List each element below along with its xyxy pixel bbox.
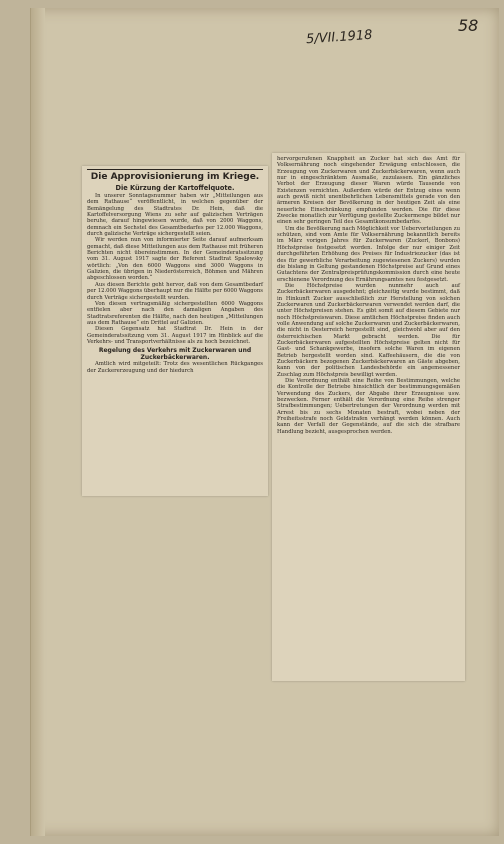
article-paragraph: Die Verordnung enthält eine Reihe von Bestimmungen, welche die Kontrolle der Betriebe hinsichtlich der bestimmungsgemäßen Verwendung des Zuckers, der Abgabe ihrer Erzeugnisse usw. bezwecken. Ferner enthält die Verordnung eine Reihe strenger Strafbestimmungen; Uebertretungen der Verordnung werden mit Arrest bis zu sechs Monaten bestraft, wobei neben der Freiheitsstrafe noch Geldstrafen verhängt werden können. Auch kann der Verfall der Gegenstände, auf die sich die strafbare Handlung bezieht, ausgesprochen werden. xyxy=(277,378,460,435)
article-paragraph: In unserer Sonntagsnummer haben wir „Mitteilungen aus dem Rathause“ veröffentlicht, in welchen gegenüber der Bemängelung des Stadtrates Dr. Hein, daß die Kartoffelversorgung Wiens zu sehr auf galizischen Verträgen beruhe, darauf hingewiesen wurde, daß von 2000 Waggons, demnach ein Sechstel des Gesamtbedarfes per 12.000 Waggons, durch galizische Verträge sichergestellt seien. xyxy=(87,193,263,238)
sheet-binding-edge xyxy=(31,8,45,836)
article-paragraph: hervorgerufenen Knappheit an Zucker hat sich das Amt für Volksernährung noch eingehender Erwägung entschlossen, die Erzeugung von Zuckerwaren und Zuckerbäckerwaren, wenn auch nur in eingeschränktem Ausmaße, zuzulassen. Ein gänzliches Verbot der Erzeugung dieser Waren würde Tausende von Existenzen vernichten. Außerdem würde der Entzug eines wenn auch gewiß nicht unentbehrlichen Lebensmittels gerade von den ärmeren Kreisen der Bevölkerung in der heutigen Zeit als eine neuerliche Einschränkung empfunden werden. Die für diese Zwecke monatlich zur Verfügung gestellte Zuckermenge bildet nur einen sehr geringen Teil des Gesamtkonsumbedarfes. xyxy=(277,156,460,226)
article-paragraph: Die Höchstpreise wurden nunmehr auch auf Zuckerbäckerwaren ausgedehnt; gleichzeitig wurde bestimmt, daß in Hinkunft Zucker ausschließlich zur Herstellung von solchen Zuckerwaren und Zuckerbäckerwaren verwendet werden darf, die unter Höchstpreisen stehen. Es gibt somit auf diesem Gebiete nur noch Höchstpreiswaren. Diese amtlichen Höchstpreise finden auch volle Anwendung auf solche Zuckerwaren und Zuckerbäckerwaren, die nicht in Oesterreich hergestellt sind, gleichwohl aber auf den österreichischen Markt gebracht werden. Die für Zuckerbäckerwaren aufgestellten Höchstpreise gelten nicht für Gast- und Schankgewerbe, insofern solche Waren im eigenen Betrieb hergestellt worden sind. Kaffeehäusern, die die von Zuckerbäckern bezogenen Zuckerbäckerwaren an Gäste abgeben, kann von der politischen Landesbehörde ein angemessener Zuschlag zum Höchstpreis bewilligt werden. xyxy=(277,282,460,378)
article-subhead: Die Kürzung der Kartoffelquote. xyxy=(115,184,235,192)
article-paragraph: Wir werden nun von informierter Seite darauf aufmerksam gemacht, daß diese Mitteilungen aus dem Rathause mit früheren Berichten nicht übereinstimmen. In der Gemeinderatssitzung vom 31. August 1917 sagte der Referent Stadtrat Spalowsky wörtlich: „Von den 6000 Waggons sind 3000 Waggons in Galizien, die übrigen in Niederösterreich, Böhmen und Mähren abgeschlossen worden.“ xyxy=(87,237,263,282)
article-paragraph: Diesen Gegensatz hat Stadtrat Dr. Hein in der Gemeinderatssitzung vom 31. August 1917 im Hinblick auf die Verkehrs- und Transportverhältnisse als zu hoch bezeichnet. xyxy=(87,326,263,345)
handwritten-page-number: 58 xyxy=(458,16,479,35)
article-paragraph: Um die Bevölkerung nach Möglichkeit vor Uebervorteilungen zu schützen, sind vom Amte für Volksernährung bekanntlich bereits im März vorigen Jahres für Zuckerwaren (Zuckerl, Bonbons) Höchstpreise festgesetzt worden. Infolge der nur einiger Zeit durchgeführten Erhöhung des Preises für Industriezucker (das ist des für gewerbliche Verarbeitung zugewiesenen Zuckers) wurden die bislang in Geltung gestandenen Höchstpreise auf Grund eines Gutachtens der Zentralpreisprüfungskommission durch eine heute erschienene Verordnung des Ernährungsamtes neu festgesetzt. xyxy=(277,225,460,283)
section-heading: Regelung des Verkehrs mit Zuckerwaren und Zuckerbäckerwaren. xyxy=(98,347,252,362)
article-paragraph: Amtlich wird mitgeteilt: Trotz des wesentlichen Rückganges der Zuckererzeugung und der hiedurch xyxy=(87,361,263,374)
newspaper-clipping-right xyxy=(272,153,465,681)
article-paragraph: Aus diesen Berichte geht hervor, daß von dem Gesamtbedarf per 12.000 Waggons überhaupt nur die Hälfte per 6000 Waggons durch Verträge sichergestellt wurden. xyxy=(87,281,264,301)
article-paragraph: Von diesen vertragsmäßig sichergestellten 6000 Waggons entfielen aber nach den damaligen Angaben des Stadtratsreferenten die Hälfte, nach den heutigen „Mitteilungen aus dem Rathause“ ein Drittel auf Galizien. xyxy=(87,300,263,326)
newspaper-clipping-left xyxy=(82,166,268,496)
article-headline: Die Approvisionierung im Kriege. xyxy=(87,169,263,183)
handwritten-date: 5/VII.1918 xyxy=(305,27,373,48)
